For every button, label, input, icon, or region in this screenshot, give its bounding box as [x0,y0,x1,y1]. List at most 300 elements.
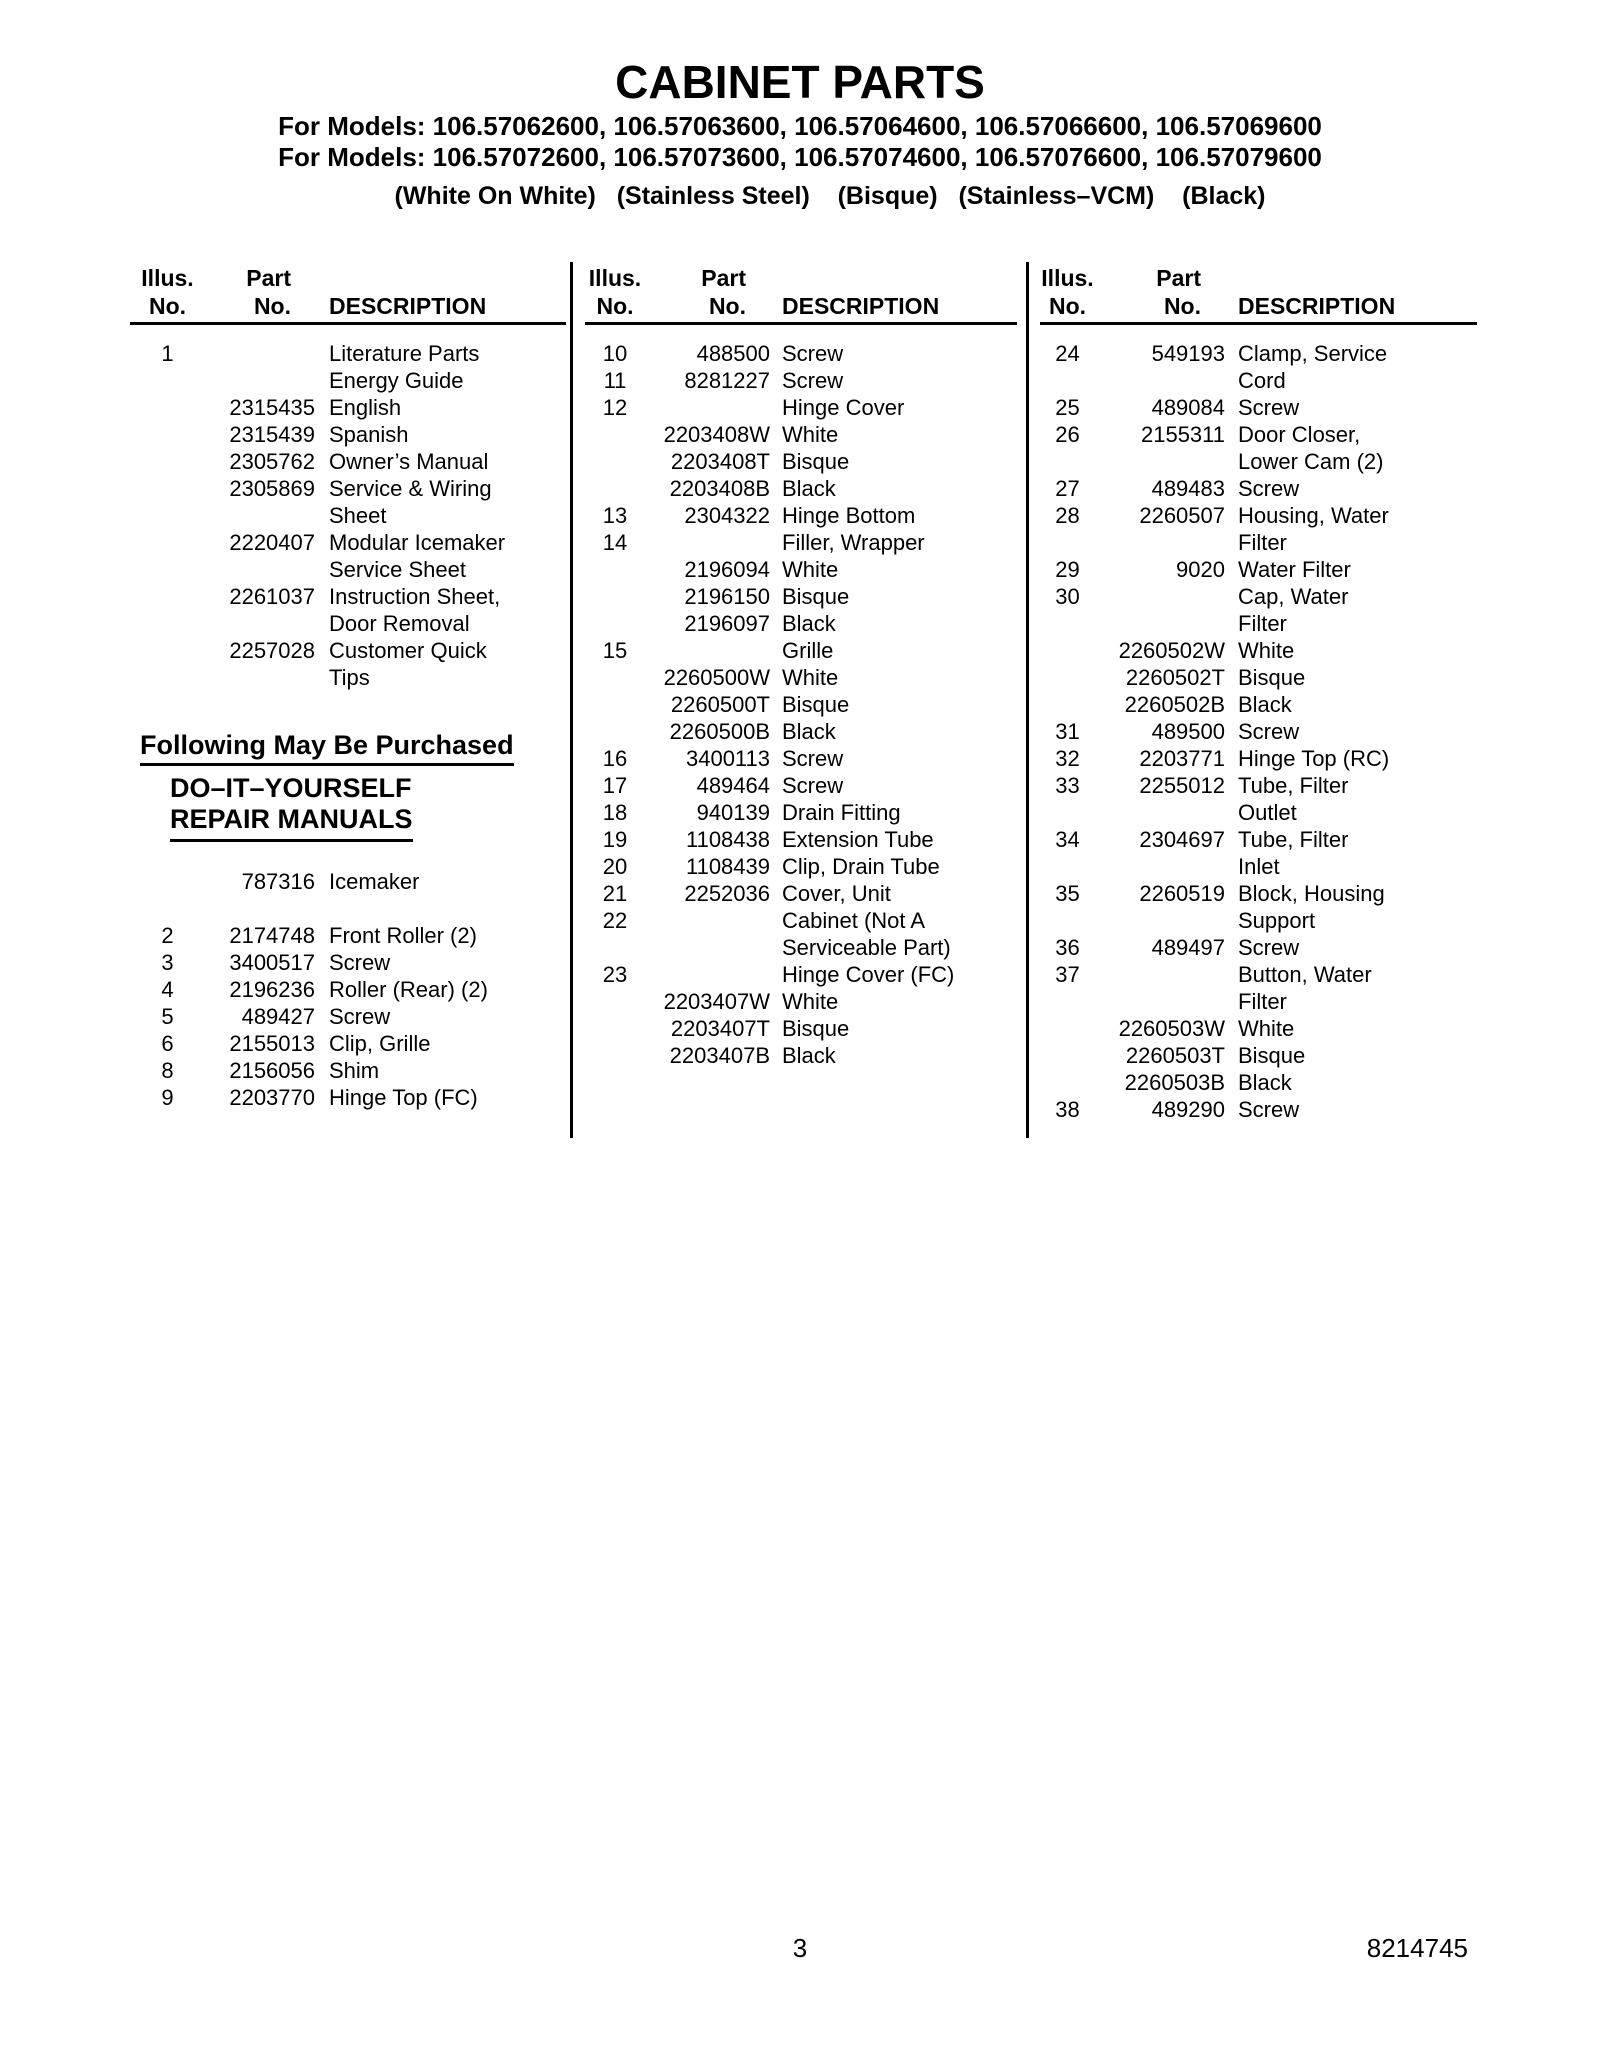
illus-no-header-label: No. [596,293,634,319]
part-no-cell: 2203407B [669,1043,770,1068]
part-no-cell: 488500 [696,341,770,366]
part-no-header-label: No. [253,293,291,319]
description-cell: Filler, Wrapper [782,530,925,555]
table-row [1040,367,1477,394]
description-cell: Black [1238,1070,1292,1095]
description-header-label: DESCRIPTION [329,293,487,319]
description-cell: Spanish [329,422,409,447]
description-cell: White [782,665,839,690]
illus-no-cell: 19 [602,827,628,852]
illus-no-cell: 29 [1055,557,1080,582]
description-cell: Screw [782,746,844,771]
part-no-cell: 2305762 [229,449,315,474]
table-row [585,745,1017,772]
illus-no-cell [130,895,205,922]
description-cell: Roller (Rear) (2) [329,977,488,1002]
description-cell: Front Roller (2) [329,923,477,948]
table-row [1040,421,1477,448]
description-cell: Icemaker [329,869,420,894]
part-no-cell: 2196150 [684,584,770,609]
table-row [130,868,566,895]
table-row [585,556,1017,583]
part-no-cell [1095,907,1225,934]
description-cell: Hinge Cover [782,395,905,420]
part-no-cell: 2261037 [229,584,315,609]
illus-no-cell: 11 [603,368,627,393]
illus-no-cell [130,529,205,556]
description-cell: White [1238,638,1295,663]
table-row [1040,448,1477,475]
illus-no-cell: 5 [161,1004,174,1029]
models-line-1: For Models: 106.57062600, 106.57063600, 106.57064600, 106.57066600, 106.57069600 [278,111,1322,141]
part-no-cell: 2260502T [1125,665,1225,690]
illus-no-cell: 21 [602,881,628,906]
illus-no-cell: 17 [602,773,628,798]
table-row [1040,610,1477,637]
description-cell: Bisque [1238,1043,1306,1068]
part-no-cell: 3400113 [685,746,770,771]
description-cell: Clip, Grille [329,1031,431,1056]
part-no-cell: 489464 [696,773,770,798]
description-cell: Screw [782,368,844,393]
illus-no-cell: 38 [1055,1097,1080,1122]
illus-no-cell [130,475,205,502]
table-row [585,394,1017,421]
table-row [1040,1042,1477,1069]
header-spacer [329,264,566,292]
table-row [130,664,566,691]
header-spacer [1238,264,1477,292]
description-cell: Filter [1238,989,1287,1014]
description-cell: Literature Parts [329,341,480,366]
illus-no-cell [585,691,645,718]
description-cell: Screw [1238,395,1300,420]
description-cell: Bisque [1238,665,1306,690]
description-cell: Water Filter [1238,557,1351,582]
illus-no-cell [130,637,205,664]
table-row [1040,556,1477,583]
description-cell: Cord [1238,368,1286,393]
part-no-cell: 2260503W [1118,1016,1225,1041]
illus-no-cell: 20 [602,854,628,879]
table-row [130,583,566,610]
illus-no-cell: 4 [161,977,174,1002]
illus-no-cell: 31 [1055,719,1080,744]
illus-no-cell: 27 [1055,476,1080,501]
part-no-cell: 2155311 [1140,422,1225,447]
illus-no-cell [1040,1015,1095,1042]
description-cell: Screw [782,773,844,798]
part-no-cell [205,895,315,922]
part-no-cell [1095,367,1225,394]
description-cell: Hinge Top (FC) [329,1085,478,1110]
table-row [1040,988,1477,1015]
illus-no-cell [1040,610,1095,637]
part-no-cell: 2174748 [229,923,315,948]
illus-no-cell: 8 [161,1058,174,1083]
illus-no-cell [1040,799,1095,826]
part-header-label: Part [1156,265,1201,291]
part-no-cell [205,664,315,691]
table-row [130,1057,566,1084]
illus-no-cell [1040,1042,1095,1069]
table-row [130,922,566,949]
table-row [130,610,566,637]
table-row [130,475,566,502]
table-row [130,529,566,556]
part-no-cell: 2315435 [229,395,315,420]
description-cell: Inlet [1238,854,1280,879]
table-row [585,799,1017,826]
description-cell: Customer Quick [329,638,487,663]
description-cell: Owner’s Manual [329,449,489,474]
illus-no-cell [130,502,205,529]
part-header-label: Part [701,265,746,291]
illus-no-cell: 34 [1055,827,1080,852]
illus-no-cell: 24 [1055,341,1080,366]
models-line-2: For Models: 106.57072600, 106.57073600, 106.57074600, 106.57076600, 106.57079600 [278,142,1322,172]
part-no-cell: 2305869 [229,476,315,501]
table-row [130,895,566,922]
table-row [585,367,1017,394]
part-no-cell [1095,799,1225,826]
part-no-cell: 489500 [1151,719,1225,744]
column-header [1040,264,1477,325]
table-row [130,502,566,529]
illus-header-label: Illus. [141,265,194,291]
part-no-cell: 2260503T [1125,1043,1225,1068]
illus-no-cell: 33 [1055,773,1080,798]
page-title: CABINET PARTS [615,56,985,108]
part-no-cell: 2260507 [1139,503,1225,528]
description-cell: Tube, Filter [1238,827,1349,852]
table-row [1040,583,1477,610]
description-cell: Black [782,719,836,744]
table-row [1040,961,1477,988]
illus-no-cell [585,583,645,610]
description-cell: Screw [329,950,391,975]
description-cell: Energy Guide [329,368,464,393]
doc-number: 8214745 [1366,1933,1468,1963]
table-row [1040,502,1477,529]
header-rule [130,322,566,325]
part-no-cell [645,961,770,988]
illus-no-cell: 26 [1055,422,1080,447]
illus-no-cell: 10 [602,341,628,366]
table-row [130,1084,566,1111]
description-cell: Cap, Water [1238,584,1349,609]
table-row [585,961,1017,988]
table-row [130,976,566,1003]
part-no-cell: 9020 [1176,557,1225,582]
illus-no-header-label: No. [1048,293,1087,319]
part-no-cell: 2156056 [229,1058,315,1083]
table-row [585,529,1017,556]
column-header [130,264,566,325]
illus-no-cell [130,367,205,394]
description-cell: Screw [329,1004,391,1029]
column-body [585,340,1017,1069]
description-cell: Extension Tube [782,827,934,852]
description-cell: Hinge Cover (FC) [782,962,955,987]
finishes-line: (White On White) (Stainless Steel) (Bisque) (Stainless–VCM) (Black) [394,182,1266,210]
parts-column-1 [130,262,566,1111]
description-cell: Screw [1238,719,1300,744]
table-row [585,826,1017,853]
table-row [130,394,566,421]
table-row [585,853,1017,880]
illus-no-cell [585,421,645,448]
part-no-cell: 2260500W [663,665,770,690]
table-row [130,1030,566,1057]
table-row [1040,934,1477,961]
table-row [130,367,566,394]
illus-no-cell [1040,367,1095,394]
table-row [1040,664,1477,691]
part-header-label: Part [246,265,291,291]
illus-no-cell: 32 [1055,746,1080,771]
description-cell: Black [782,611,836,636]
part-no-cell: 2260519 [1139,881,1225,906]
illus-no-cell: 12 [602,395,628,420]
description-cell: Black [782,1043,836,1068]
description-cell: Screw [782,341,844,366]
description-cell: Screw [1238,935,1300,960]
part-no-cell: 2203408T [670,449,770,474]
table-row [1040,907,1477,934]
description-cell: White [1238,1016,1295,1041]
table-row [1040,529,1477,556]
description-cell: Bisque [782,584,850,609]
illus-no-cell: 15 [602,638,628,663]
table-row [130,421,566,448]
part-no-header-label: No. [1163,293,1201,319]
illus-no-cell: 6 [161,1031,174,1056]
part-no-cell [205,556,315,583]
illus-no-cell [130,868,205,895]
table-row [1040,880,1477,907]
illus-no-cell: 13 [602,503,628,528]
illus-no-cell: 28 [1055,503,1080,528]
illus-no-cell [130,421,205,448]
illus-no-cell: 1 [161,341,174,366]
illus-no-cell: 14 [602,530,628,555]
description-cell: Housing, Water [1238,503,1389,528]
table-row [1040,1015,1477,1042]
description-header-label: DESCRIPTION [1238,293,1396,319]
part-no-cell: 489497 [1151,935,1225,960]
table-row [585,340,1017,367]
description-cell: Screw [1238,476,1300,501]
part-no-cell [645,934,770,961]
description-cell: Tips [329,665,370,690]
illus-no-cell: 3 [161,950,174,975]
description-cell: Cabinet (Not A [782,908,926,933]
part-no-cell [1095,988,1225,1015]
sub-heading [170,773,566,842]
illus-no-cell [130,394,205,421]
illus-no-cell [1040,853,1095,880]
illus-no-cell: 18 [602,800,628,825]
table-row [585,610,1017,637]
table-row [130,1003,566,1030]
description-cell: Lower Cam (2) [1238,449,1384,474]
part-no-cell: 3400517 [229,950,315,975]
description-cell: Shim [329,1058,380,1083]
description-cell: Filter [1238,611,1287,636]
part-no-cell: 489427 [241,1004,315,1029]
description-cell: English [329,395,402,420]
illus-no-cell [1040,637,1095,664]
illus-no-cell [585,664,645,691]
illus-no-cell: 9 [161,1085,174,1110]
description-cell: Clip, Drain Tube [782,854,940,879]
illus-no-cell: 23 [602,962,628,987]
part-no-cell [645,907,770,934]
part-no-cell [205,502,315,529]
description-cell: Button, Water [1238,962,1372,987]
header-rule [585,322,1017,325]
table-row [585,1015,1017,1042]
part-no-cell [645,394,770,421]
part-no-cell: 2196236 [229,977,315,1002]
part-no-cell: 489084 [1151,395,1225,420]
description-cell: White [782,557,839,582]
illus-no-cell [130,583,205,610]
part-no-cell [205,610,315,637]
illus-no-cell [585,475,645,502]
sub-heading-text: REPAIR MANUALS [170,804,413,842]
description-cell: Hinge Top (RC) [1238,746,1390,771]
part-no-cell: 2252036 [684,881,770,906]
table-row [585,583,1017,610]
description-cell: White [782,989,839,1014]
part-no-cell: 489483 [1151,476,1225,501]
part-no-cell: 549193 [1151,341,1225,366]
part-no-cell: 2203771 [1139,746,1225,771]
table-row [1040,691,1477,718]
illus-no-cell [585,448,645,475]
description-cell: Door Removal [329,611,470,636]
illus-no-cell [585,1042,645,1069]
part-no-cell: 2203407T [670,1016,770,1041]
table-row [585,772,1017,799]
illus-header-label: Illus. [588,265,642,291]
illus-no-cell [130,610,205,637]
column-body [1040,340,1477,1123]
column-divider-1 [570,262,573,1138]
rows-block [130,868,566,1111]
table-row [1040,718,1477,745]
description-cell: Bisque [782,692,850,717]
part-no-cell: 2203408B [669,476,770,501]
table-row [585,421,1017,448]
description-cell: Instruction Sheet, [329,584,501,609]
part-no-cell [645,637,770,664]
part-no-cell: 2203408W [663,422,770,447]
illus-no-cell [585,1015,645,1042]
description-cell: Modular Icemaker [329,530,506,555]
table-row [1040,1096,1477,1123]
description-cell: Service Sheet [329,557,466,582]
rows-block [585,340,1017,1069]
part-no-cell: 2203407W [663,989,770,1014]
illus-no-cell [585,988,645,1015]
illus-no-cell [1040,691,1095,718]
part-no-cell: 2220407 [229,530,315,555]
part-no-cell [1095,583,1225,610]
part-no-cell [1095,853,1225,880]
description-cell [329,895,566,922]
description-cell: Block, Housing [1238,881,1385,906]
illus-no-cell: 36 [1055,935,1080,960]
illus-no-cell [1040,529,1095,556]
table-row [1040,475,1477,502]
part-no-cell [1095,961,1225,988]
part-no-cell: 2196097 [684,611,770,636]
part-no-cell: 1108438 [685,827,770,852]
illus-no-cell [130,664,205,691]
illus-no-cell [1040,907,1095,934]
part-no-cell: 1108439 [685,854,770,879]
table-row [130,556,566,583]
part-no-cell: 2155013 [229,1031,315,1056]
column-divider-2 [1026,262,1029,1138]
table-row [585,907,1017,934]
table-row [585,988,1017,1015]
part-no-cell: 489290 [1151,1097,1225,1122]
description-cell: Serviceable Part) [782,935,951,960]
illus-no-cell [585,556,645,583]
table-row [585,934,1017,961]
part-no-cell [205,340,315,367]
table-row [585,880,1017,907]
description-cell: Cover, Unit [782,881,891,906]
table-row [585,448,1017,475]
table-row [1040,772,1477,799]
part-no-cell: 2260502W [1118,638,1225,663]
section-heading-text: Following May Be Purchased [140,730,514,766]
description-cell: Sheet [329,503,387,528]
part-no-header-label: No. [708,293,746,319]
sub-heading-line [170,804,566,842]
description-cell: Support [1238,908,1316,933]
table-row [130,637,566,664]
illus-no-cell [1040,664,1095,691]
sub-heading-line: DO–IT–YOURSELF [170,773,412,803]
rows-block [130,340,566,691]
illus-no-cell: 22 [602,908,628,933]
table-row [130,448,566,475]
table-row [1040,637,1477,664]
illus-no-cell: 30 [1055,584,1080,609]
part-no-cell: 2260500B [669,719,770,744]
column-header [585,264,1017,325]
description-cell: Bisque [782,449,850,474]
table-row [1040,853,1477,880]
part-no-cell: 2203770 [229,1085,315,1110]
table-row [1040,745,1477,772]
part-no-cell [1095,529,1225,556]
part-no-cell: 2196094 [684,557,770,582]
description-cell: Outlet [1238,800,1297,825]
table-row [1040,394,1477,421]
table-row [130,949,566,976]
part-no-cell: 2304697 [1139,827,1225,852]
illus-no-cell: 35 [1055,881,1080,906]
illus-no-cell [585,610,645,637]
description-cell: Tube, Filter [1238,773,1349,798]
